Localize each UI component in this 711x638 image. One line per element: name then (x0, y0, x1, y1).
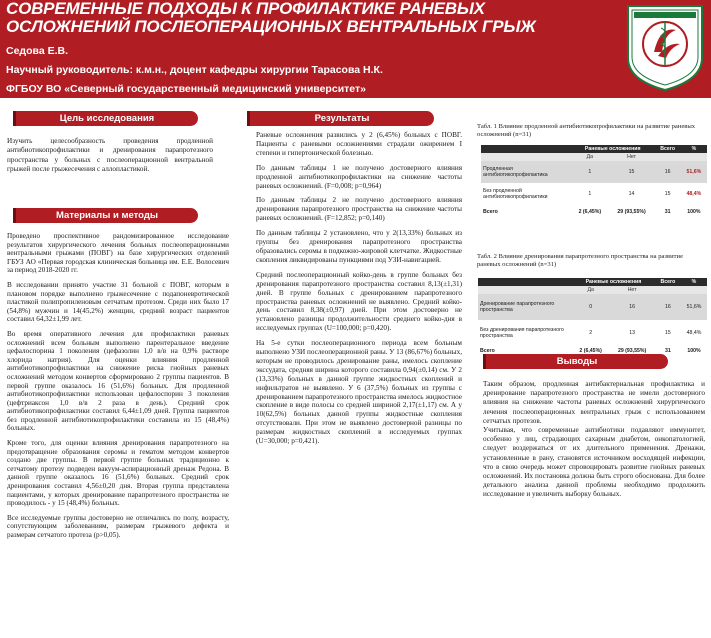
results-paragraph-5: Средний послеоперационный койко-день в группе больных без дренирования парапротезного пространства составил 8,13(±1,31) дней. В группе больных с дренированием парапротезного пространства раневых осложнений не выявлено. Средний койко-день составил 8,38(±0,97) дней. При этом достоверно не установлено разницы продолжительности среднего койко-дня в исследуемых группах (U=100,000; p=0,420). (256, 270, 462, 333)
methods-text (7, 232, 229, 546)
poster-title (6, 0, 566, 36)
table2-row1-no: 16 (609, 294, 655, 320)
table2-col-no: Нет (609, 286, 655, 294)
title-line-2: ОСЛОЖНЕНИЙ ПОСЛЕОПЕРАЦИОННЫХ ВЕНТРАЛЬНЫХ ГРЫЖ (6, 17, 536, 36)
methods-paragraph-5: Все исследуемые группы достоверно не отличались по полу, возрасту, сопутствующим заболеваниям, размерам грыжевого дефекта и размерам сетчатого протеза (p>0,05). (7, 513, 229, 539)
table1-total-no: 29 (93,55%) (609, 205, 655, 219)
conclusions-heading: Выводы (486, 354, 668, 369)
table2-col-total: Всего (655, 278, 681, 286)
methods-heading: Материалы и методы (16, 208, 198, 223)
table2-subheader-blank-2 (655, 286, 681, 294)
table1-header-row (481, 145, 707, 153)
table-row (478, 294, 707, 320)
table1-col-yes: Да (571, 153, 609, 161)
table1-col-no: Нет (609, 153, 655, 161)
table1-row2-total: 15 (654, 183, 680, 205)
table2-total-yes: 2 (6,45%) (572, 346, 609, 356)
table1-row1-no: 15 (609, 161, 655, 183)
results-paragraph-6: На 5-е сутки послеоперационного периода всем больным выполнено УЗИ послеоперационной раны. У 13 (86,67%) больных, которым не проводилось дренирование раны, имелось скопление экссудата, средняя ширина которого составила 0,94(±0,14) см. У 2 (13,33%) больных в данной группе жидкостных скоплений и инфильтратов не выявлено. У 6 (37,5%) больных из группы с дренированием парапротезного пространства имелось жидкостное скопление в виде полосы со средней шириной 2,17(±1,17) см. А у 10(62,5%) больных данной группы жидкостные скопления отсутствовали. При этом не выявлено достоверной разницы по размерам жидкостных скоплений в исследуемых группах (U=30,000; p=0,421). (256, 339, 462, 446)
table2-subheader-blank (478, 286, 572, 294)
table1-total-label: Всего (481, 205, 571, 219)
university-logo (624, 2, 706, 92)
table1-header-blank (481, 145, 571, 153)
table2-row2-pct: 48,4% (681, 320, 707, 346)
author-name: Седова Е.В. (6, 45, 68, 57)
results-paragraph-4: По данным таблицы 2 установлено, что у 2(13,33%) больных из группы без дренирования парапротезного пространства образовались серомы в подкожно-жировой клетчатке. Жидкостные скопления ликвидированы пункциями под УЗИ-навигацией. (256, 229, 462, 264)
table2-row2-total: 15 (655, 320, 681, 346)
table1-col-pct: % (681, 145, 707, 153)
table2-total-pct: 100% (681, 346, 707, 356)
title-line-1: СОВРЕМЕННЫЕ ПОДХОДЫ К ПРОФИЛАКТИКЕ РАНЕВЫХ (6, 0, 485, 18)
table1-total-total: 31 (654, 205, 680, 219)
supervisor: Научный руководитель: к.м.н., доцент кафедры хирургии Тарасова Н.К. (6, 64, 383, 76)
results-paragraph-3: По данным таблицы 2 не получено достоверного влияния дренирования парапротезного пространства на снижение частоты раневых осложнений. (F=12,852; p=0,140) (256, 196, 462, 223)
table1-total-row (481, 205, 707, 219)
table2-header-row (478, 278, 707, 286)
table2-row1-yes: 0 (572, 294, 609, 320)
table1-total-yes: 2 (6,45%) (571, 205, 609, 219)
table1-row2-pct: 48,4% (681, 183, 707, 205)
table2-row1-pct: 51,6% (681, 294, 707, 320)
table1-col-total: Всего (654, 145, 680, 153)
table2-subheader-blank-3 (681, 286, 707, 294)
table-row (481, 183, 707, 205)
table2-row2-no: 13 (609, 320, 655, 346)
table2-total-label: Всего (478, 346, 572, 356)
table2-caption: Табл. 2 Влияние дренирования парапротезного пространства на развитие раневых осложнений (n=31) (477, 253, 683, 268)
table2-header-blank (478, 278, 572, 286)
table1-subheader-blank-2 (654, 153, 680, 161)
table1-row1-yes: 1 (571, 161, 609, 183)
table2-total-total: 31 (655, 346, 681, 356)
table2-col-yes: Да (572, 286, 609, 294)
table1-subheader-blank-3 (681, 153, 707, 161)
table-row (481, 161, 707, 183)
methods-paragraph-2: В исследовании принято участие 31 больной с ПОВГ, которым в плановом порядке выполнено грыжесечение с подапоневротической пластикой полипропиленовым сетчатым протезом. Среди них было 17 (54,8%) мужчин и 14(45,2%) женщин, средний возраст пациентов составил 64,32±1,99 лет. (7, 280, 229, 324)
table1-row1-pct: 51,6% (681, 161, 707, 183)
table1-subheader-blank (481, 153, 571, 161)
conclusions-text (483, 380, 705, 506)
table1-total-pct: 100% (681, 205, 707, 219)
table2-col-group: Раневые осложнения (572, 278, 655, 286)
table2-row1-total: 16 (655, 294, 681, 320)
results-paragraph-2: По данным таблицы 1 не получено достоверного влияния продленной антибиотикопрофилактики на снижение частоты раневых осложнений. (F=0,008; p=0,964) (256, 163, 462, 190)
table1-row1-total: 16 (654, 161, 680, 183)
table1-row2-yes: 1 (571, 183, 609, 205)
methods-paragraph-1: Проведено проспективное рандомизированное исследование результатов хирургического лечения больных послеоперационными вентральными грыжами (ПОВГ) на базе хирургических отделений ГБУЗ АО «Первая городская клиническая больница им. Е.Е. Волосевич за период 2018-2020 гг. (7, 232, 229, 275)
conclusions-paragraph-1: Таким образом, продленная антибактериальная профилактика и дренирование парапротезного пространства не имели достоверного влияния на снижение частоты раневых осложнений хирургического лечения послеоперационных вентральных грыж с использованием сетчатых протезов. (483, 380, 705, 425)
table-row (478, 320, 707, 346)
poster-header (0, 0, 711, 98)
table1-row2-no: 14 (609, 183, 655, 205)
table1-row1-label: Продленная антибиотикопрофилактика (481, 161, 571, 183)
conclusions-paragraph-2: Учитывая, что современные антибиотики подавляют иммунитет, особенно у лиц, страдающих сахарным диабетом, онкопатологией, следует воздержаться от их длительного применения. Дренажи, установленные в рану, становятся источником восходящей инфекции, что в свою очередь может спровоцировать развитие гнойных раневых осложнений. Их постановка должна быть строго обоснована. Для более детального анализа данной проблемы необходимо продолжить исследование и увеличить выборку больных. (483, 426, 705, 499)
table2-row2-yes: 2 (572, 320, 609, 346)
aim-heading: Цель исследования (16, 111, 198, 126)
authors-block (6, 42, 576, 99)
methods-paragraph-4: Кроме того, для оценки влияния дренирования парапротезного на предотвращение образования серомы и гематом методом конвертов создано две группы. В первой группе больных традиционно к сетчатому протезу подведен вакуум-аспирационный дренаж Редона. В данной группе оказалось 16 (51,6%) больных. Средний срок дренирования составил 4,56±0,20 дня. Вторая группа представлена пациентами, у которых дренирование парапротезного пространства не проводилось - у 15 (48,4%) больных. (7, 439, 229, 508)
table2-row2-label: Без дренирования парапротезного пространства (478, 320, 572, 346)
table1-subheader-row (481, 153, 707, 161)
table1 (481, 145, 707, 219)
table1-col-group: Раневые осложнения (571, 145, 654, 153)
table1-row2-label: Без продленной антибиотикопрофилактики (481, 183, 571, 205)
table2-subheader-row (478, 286, 707, 294)
table2-total-no: 29 (93,55%) (609, 346, 655, 356)
results-paragraph-1: Раневые осложнения развились у 2 (6,45%) больных с ПОВГ. Пациенты с раневыми осложнениями страдали ожирением I степени и гипертонической болезнью. (256, 131, 462, 157)
aim-text (7, 137, 213, 181)
methods-paragraph-3: Во время оперативного лечения для профилактики раневых осложнений всем больным выполнено парентеральное введение цефалоспорина 1 поколения (цефазолин 1,0 в/в на 0,9% растворе хлорида натрия). Для оценки влияния продленной антибиотикопрофилактики на снижение риска гнойных раневых осложнений методом конвертов сформировано 2 группы пациентов. В первой группе оказалось 16 (51,6%) больных. Для продленной антибиотикопрофилактики использован цефалоспорин 3 поколения (цефтриаксон 1,0 в/в 2 раза в день). Средний срок антибиотикопрофилактики составил 6,44±1,09 дней. Группа пациентов без продленной антибиотикопрофилактики составила из 15 (48,4%) больных. (7, 329, 229, 433)
table2-row1-label: Дренирование парапротезного пространства (478, 294, 572, 320)
table2-col-pct: % (681, 278, 707, 286)
results-text (256, 131, 462, 452)
table2 (478, 278, 707, 356)
institution: ФГБОУ ВО «Северный государственный медицинский университет» (6, 83, 366, 95)
results-heading: Результаты (250, 111, 434, 126)
aim-paragraph: Изучить целесообразность проведения продленной антибиотикопрофилактики и дренирования парапротезного пространства у больных с послеоперационной вентральной грыжей после грыжесечения с аллопластикой. (7, 137, 213, 174)
table1-caption: Табл. 1 Влияние продленной антибиотикопрофилактики на развитие раневых осложнений (n=31) (477, 123, 696, 138)
